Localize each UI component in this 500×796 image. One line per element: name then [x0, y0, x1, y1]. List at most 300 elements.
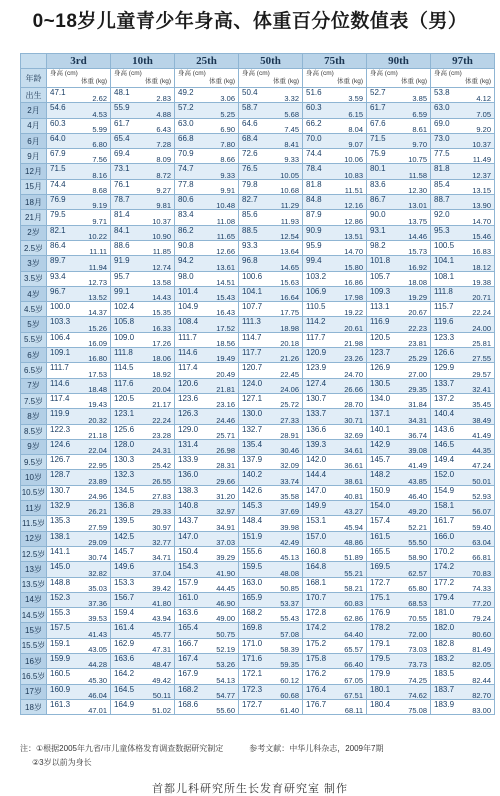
height-value: 109.0: [114, 332, 135, 342]
table-row: [21, 256, 495, 271]
weight-value: 62.86: [344, 614, 363, 623]
weight-value: 11.49: [472, 155, 491, 164]
value-cell: [367, 317, 431, 332]
height-value: 54.6: [50, 103, 66, 113]
height-value: 153.3: [114, 577, 135, 587]
age-cell: 13.5岁: [21, 577, 47, 592]
weight-value: 58.90: [408, 553, 427, 562]
value-cell: [239, 133, 303, 148]
table-row: [21, 608, 495, 623]
footer-credit: 首都儿科研究所生长发育研究室 制作: [151, 783, 349, 795]
height-value: 168.2: [178, 684, 199, 694]
table-row: [21, 363, 495, 378]
value-cell: [431, 133, 495, 148]
value-cell: [303, 195, 367, 210]
height-value: 172.7: [370, 577, 391, 587]
height-value: 74.4: [50, 179, 66, 189]
value-cell: [111, 592, 175, 607]
height-value: 103.3: [50, 317, 71, 327]
value-cell: [303, 256, 367, 271]
weight-value: 34.61: [344, 446, 363, 455]
weight-value: 7.80: [220, 140, 235, 149]
table-row: [21, 653, 495, 668]
height-value: 114.5: [114, 363, 134, 373]
weight-value: 57.08: [280, 629, 299, 639]
height-value: 60.3: [306, 103, 322, 113]
weight-value: 62.57: [408, 568, 427, 577]
weight-value: 15.43: [216, 293, 235, 302]
value-cell: [303, 608, 367, 623]
weight-value: 3.32: [284, 94, 299, 103]
value-cell: [431, 348, 495, 363]
height-value: 183.9: [434, 699, 455, 709]
height-value: 113.1: [370, 302, 390, 312]
value-cell: [239, 501, 303, 516]
age-cell: 15月: [21, 179, 47, 194]
value-cell: [47, 286, 111, 301]
value-cell: [431, 225, 495, 240]
height-value: 79.5: [50, 210, 66, 220]
height-value: 161.3: [50, 699, 71, 709]
age-cell: 2.5岁: [21, 240, 47, 255]
table-header: [21, 54, 495, 88]
value-cell: [111, 317, 175, 332]
weight-value: 13.61: [216, 262, 235, 272]
height-value: 170.7: [306, 592, 327, 602]
height-value: 120.5: [114, 393, 135, 403]
value-cell: [111, 103, 175, 118]
weight-value: 35.03: [88, 583, 107, 593]
value-cell: [111, 225, 175, 240]
value-cell: [239, 470, 303, 485]
value-cell: [47, 240, 111, 255]
height-value: 145.0: [50, 562, 71, 572]
value-cell: [303, 363, 367, 378]
height-value: 159.9: [50, 653, 71, 663]
table-row: [21, 669, 495, 684]
height-value: 66.2: [306, 118, 322, 128]
value-cell: [367, 88, 431, 103]
weight-value: 26.66: [344, 384, 363, 394]
unit-header-cell: [431, 69, 495, 88]
unit-header-row: [21, 69, 495, 88]
height-value: 164.2: [114, 669, 135, 679]
value-cell: [47, 195, 111, 210]
height-value: 123.6: [178, 393, 199, 403]
value-cell: [303, 118, 367, 133]
value-cell: [367, 271, 431, 286]
height-value: 87.9: [306, 210, 322, 220]
table-body: [21, 88, 495, 715]
weight-value: 77.20: [472, 599, 491, 608]
height-value: 182.8: [434, 638, 455, 648]
height-value: 183.2: [434, 653, 455, 663]
height-value: 134.5: [114, 485, 135, 495]
value-cell: [175, 623, 239, 638]
height-value: 133.7: [306, 409, 327, 419]
height-value: 140.8: [178, 501, 199, 511]
height-value: 149.9: [306, 501, 327, 511]
value-cell: [111, 133, 175, 148]
value-cell: [111, 577, 175, 592]
value-cell: [367, 470, 431, 485]
weight-value: 17.75: [280, 308, 299, 317]
weight-value: 30.71: [344, 415, 363, 425]
weight-value: 25.81: [472, 339, 491, 348]
height-value: 117.7: [242, 348, 262, 358]
weight-value: 10.37: [152, 216, 171, 226]
height-value: 72.6: [242, 149, 258, 159]
weight-value: 52.21: [408, 522, 427, 532]
height-value: 81.8: [306, 179, 322, 189]
value-cell: [239, 378, 303, 393]
height-value: 76.1: [114, 179, 130, 189]
height-value: 160.9: [50, 684, 71, 694]
height-value: 161.0: [178, 592, 199, 602]
height-value: 130.7: [50, 485, 71, 495]
value-cell: [111, 455, 175, 470]
value-cell: [303, 302, 367, 317]
value-cell: [111, 393, 175, 408]
age-cell: 7岁: [21, 378, 47, 393]
weight-value: 17.52: [216, 323, 235, 333]
value-cell: [239, 699, 303, 714]
value-cell: [367, 546, 431, 561]
value-cell: [175, 516, 239, 531]
height-value: 53.8: [434, 88, 450, 97]
weight-value: 15.26: [88, 323, 107, 333]
height-value: 80.6: [178, 195, 194, 205]
height-value: 84.8: [306, 195, 322, 205]
value-cell: [431, 577, 495, 592]
percentile-header: 97th: [431, 54, 495, 69]
table-row: [21, 424, 495, 439]
value-cell: [111, 195, 175, 210]
value-cell: [367, 103, 431, 118]
value-cell: [303, 455, 367, 470]
weight-value: 70.55: [408, 614, 427, 623]
value-cell: [367, 653, 431, 668]
weight-value: 13.51: [344, 231, 363, 241]
height-value: 148.8: [50, 577, 71, 587]
value-cell: [47, 439, 111, 454]
weight-value: 12.66: [216, 247, 235, 256]
table-row: [21, 179, 495, 194]
height-value: 51.6: [306, 88, 322, 97]
value-cell: [367, 393, 431, 408]
value-cell: [239, 286, 303, 301]
weight-value: 12.86: [344, 216, 363, 226]
value-cell: [303, 485, 367, 500]
weight-unit-label: 体重 (kg): [273, 78, 299, 85]
weight-value: 15.80: [344, 262, 363, 272]
value-cell: [367, 302, 431, 317]
weight-unit-label: 体重 (kg): [81, 78, 107, 85]
weight-value: 30.46: [280, 446, 299, 455]
value-cell: [111, 179, 175, 194]
value-cell: [47, 179, 111, 194]
value-cell: [111, 501, 175, 516]
value-cell: [367, 592, 431, 607]
height-value: 149.6: [114, 562, 135, 572]
height-value: 49.2: [178, 88, 194, 97]
weight-value: 55.60: [216, 706, 235, 715]
weight-value: 80.60: [472, 629, 491, 639]
height-value: 130.3: [114, 455, 135, 465]
weight-value: 23.89: [88, 476, 107, 486]
weight-value: 24.00: [472, 323, 491, 333]
weight-value: 46.04: [88, 690, 107, 700]
value-cell: [367, 623, 431, 638]
age-cell: 2月: [21, 103, 47, 118]
value-cell: [303, 317, 367, 332]
value-cell: [47, 638, 111, 653]
value-cell: [367, 409, 431, 424]
height-value: 175.2: [306, 638, 327, 648]
height-value: 98.0: [178, 271, 194, 281]
age-cell: 21月: [21, 210, 47, 225]
unit-header-cell: [111, 69, 175, 88]
value-cell: [175, 302, 239, 317]
weight-value: 29.66: [216, 476, 235, 486]
height-value: 158.1: [434, 501, 455, 511]
value-cell: [431, 88, 495, 103]
height-value: 108.4: [178, 317, 199, 327]
weight-value: 44.35: [472, 446, 491, 455]
height-value: 83.6: [370, 179, 386, 189]
unit-header-cell: [239, 69, 303, 88]
table-row: [21, 684, 495, 699]
height-value: 138.3: [178, 485, 199, 495]
weight-value: 8.61: [412, 124, 427, 134]
height-value: 76.5: [242, 164, 258, 174]
height-value: 117.4: [178, 363, 198, 373]
value-cell: [175, 225, 239, 240]
percentile-header: 10th: [111, 54, 175, 69]
height-value: 100.5: [434, 240, 455, 250]
weight-value: 65.57: [344, 644, 363, 654]
age-cell: 16岁: [21, 653, 47, 668]
height-value: 105.7: [370, 271, 391, 281]
weight-value: 19.22: [344, 308, 363, 317]
weight-value: 45.13: [280, 553, 299, 562]
value-cell: [303, 179, 367, 194]
age-cell: 18岁: [21, 699, 47, 714]
value-cell: [239, 118, 303, 133]
height-value: 143.6: [434, 424, 455, 434]
value-cell: [47, 210, 111, 225]
value-cell: [175, 210, 239, 225]
weight-value: 54.13: [216, 675, 235, 685]
height-value: 136.6: [306, 424, 327, 434]
table-row: [21, 623, 495, 638]
value-cell: [111, 531, 175, 546]
weight-value: 15.73: [408, 247, 427, 256]
unit-header-cell: [367, 69, 431, 88]
value-cell: [175, 195, 239, 210]
age-cell: 4月: [21, 118, 47, 133]
height-value: 172.3: [242, 684, 263, 694]
height-value: 140.4: [434, 409, 455, 419]
value-cell: [47, 501, 111, 516]
weight-value: 3.85: [412, 94, 427, 103]
height-value: 104.9: [178, 302, 199, 312]
value-cell: [111, 164, 175, 179]
height-value: 136.8: [114, 501, 135, 511]
height-value: 169.5: [370, 562, 391, 572]
height-value: 78.4: [306, 164, 322, 174]
height-value: 172.8: [306, 608, 327, 618]
value-cell: [431, 546, 495, 561]
height-value: 180.4: [370, 699, 391, 709]
value-cell: [111, 485, 175, 500]
value-cell: [239, 332, 303, 347]
table-row: [21, 439, 495, 454]
height-value: 117.6: [114, 378, 134, 388]
value-cell: [303, 225, 367, 240]
height-value: 109.3: [370, 286, 391, 296]
table-row: [21, 455, 495, 470]
height-value: 126.9: [370, 363, 391, 373]
unit-header-cell: [303, 69, 367, 88]
value-cell: [47, 562, 111, 577]
height-unit-label: 身高 (cm): [434, 70, 462, 77]
height-value: 66.8: [178, 133, 194, 143]
weight-value: 45.77: [152, 629, 171, 639]
height-value: 124.6: [50, 439, 71, 449]
table-row: [21, 485, 495, 500]
height-value: 137.2: [434, 393, 455, 403]
table-row: [21, 393, 495, 408]
height-value: 111.8: [114, 348, 133, 358]
height-value: 152.3: [50, 592, 71, 602]
value-cell: [303, 562, 367, 577]
height-value: 119.6: [434, 317, 454, 327]
height-value: 137.9: [242, 455, 263, 465]
weight-value: 6.15: [348, 109, 363, 119]
weight-value: 15.46: [472, 231, 491, 241]
height-value: 101.4: [178, 286, 199, 296]
height-value: 108.1: [434, 271, 455, 281]
value-cell: [367, 363, 431, 378]
value-cell: [47, 608, 111, 623]
value-cell: [47, 455, 111, 470]
height-value: 130.0: [242, 409, 263, 419]
table-row: [21, 210, 495, 225]
value-cell: [431, 179, 495, 194]
note-2: ②3岁以前为身长: [32, 758, 92, 767]
weight-value: 51.02: [152, 706, 171, 715]
height-value: 99.4: [306, 256, 322, 266]
value-cell: [239, 103, 303, 118]
weight-value: 28.31: [216, 461, 235, 470]
height-value: 86.2: [178, 225, 194, 235]
notes: [20, 742, 490, 770]
height-value: 178.2: [370, 623, 391, 633]
value-cell: [111, 623, 175, 638]
value-cell: [175, 164, 239, 179]
height-value: 165.5: [370, 546, 391, 556]
weight-value: 10.37: [472, 140, 491, 149]
height-value: 65.4: [114, 133, 130, 143]
weight-value: 12.54: [280, 231, 299, 241]
value-cell: [431, 439, 495, 454]
weight-value: 74.62: [408, 690, 427, 700]
height-value: 129.0: [178, 424, 199, 434]
height-unit-label: 身高 (cm): [242, 70, 270, 77]
weight-value: 58.21: [344, 583, 363, 593]
height-value: 159.4: [114, 608, 135, 618]
page-title: 0~18岁儿童青少年身高、体重百分位数值表（男）: [32, 11, 468, 32]
weight-value: 20.67: [408, 308, 427, 317]
weight-value: 9.70: [412, 140, 427, 149]
height-value: 155.6: [242, 546, 263, 556]
height-value: 95.3: [434, 225, 450, 235]
value-cell: [303, 638, 367, 653]
weight-value: 20.32: [88, 415, 107, 425]
height-value: 58.7: [242, 103, 258, 113]
value-cell: [367, 240, 431, 255]
value-cell: [431, 485, 495, 500]
table-row: [21, 88, 495, 103]
value-cell: [303, 623, 367, 638]
height-value: 148.2: [370, 470, 391, 480]
height-value: 145.3: [242, 501, 263, 511]
weight-value: 4.88: [156, 109, 171, 119]
height-value: 71.5: [50, 164, 66, 174]
value-cell: [111, 240, 175, 255]
value-cell: [239, 531, 303, 546]
percentile-header: 25th: [175, 54, 239, 69]
weight-value: 70.83: [472, 568, 491, 577]
height-value: 77.5: [434, 149, 450, 159]
weight-value: 24.06: [280, 384, 299, 394]
weight-value: 14.37: [88, 308, 107, 317]
value-cell: [367, 684, 431, 699]
height-value: 139.3: [306, 439, 327, 449]
value-cell: [175, 103, 239, 118]
weight-value: 27.33: [280, 415, 299, 425]
value-cell: [239, 225, 303, 240]
height-value: 137.1: [370, 409, 391, 419]
height-value: 85.4: [434, 179, 450, 189]
weight-value: 35.45: [472, 400, 491, 409]
height-value: 119.9: [50, 409, 70, 419]
age-cell: 6.5岁: [21, 363, 47, 378]
weight-value: 47.01: [88, 706, 107, 715]
height-value: 145.7: [370, 455, 391, 465]
weight-value: 6.43: [156, 124, 171, 134]
value-cell: [239, 424, 303, 439]
value-cell: [431, 118, 495, 133]
value-cell: [47, 699, 111, 714]
weight-value: 37.04: [152, 568, 171, 577]
weight-value: 4.12: [476, 94, 491, 103]
value-cell: [431, 363, 495, 378]
height-value: 114.7: [242, 332, 262, 342]
weight-value: 43.27: [344, 507, 363, 516]
table-row: [21, 103, 495, 118]
weight-value: 53.26: [216, 660, 235, 669]
value-cell: [303, 149, 367, 164]
value-cell: [47, 302, 111, 317]
value-cell: [111, 562, 175, 577]
weight-value: 13.90: [472, 201, 491, 210]
height-value: 179.5: [370, 653, 391, 663]
height-value: 68.4: [242, 133, 258, 143]
weight-value: 28.70: [344, 400, 363, 409]
height-value: 74.7: [178, 164, 194, 174]
